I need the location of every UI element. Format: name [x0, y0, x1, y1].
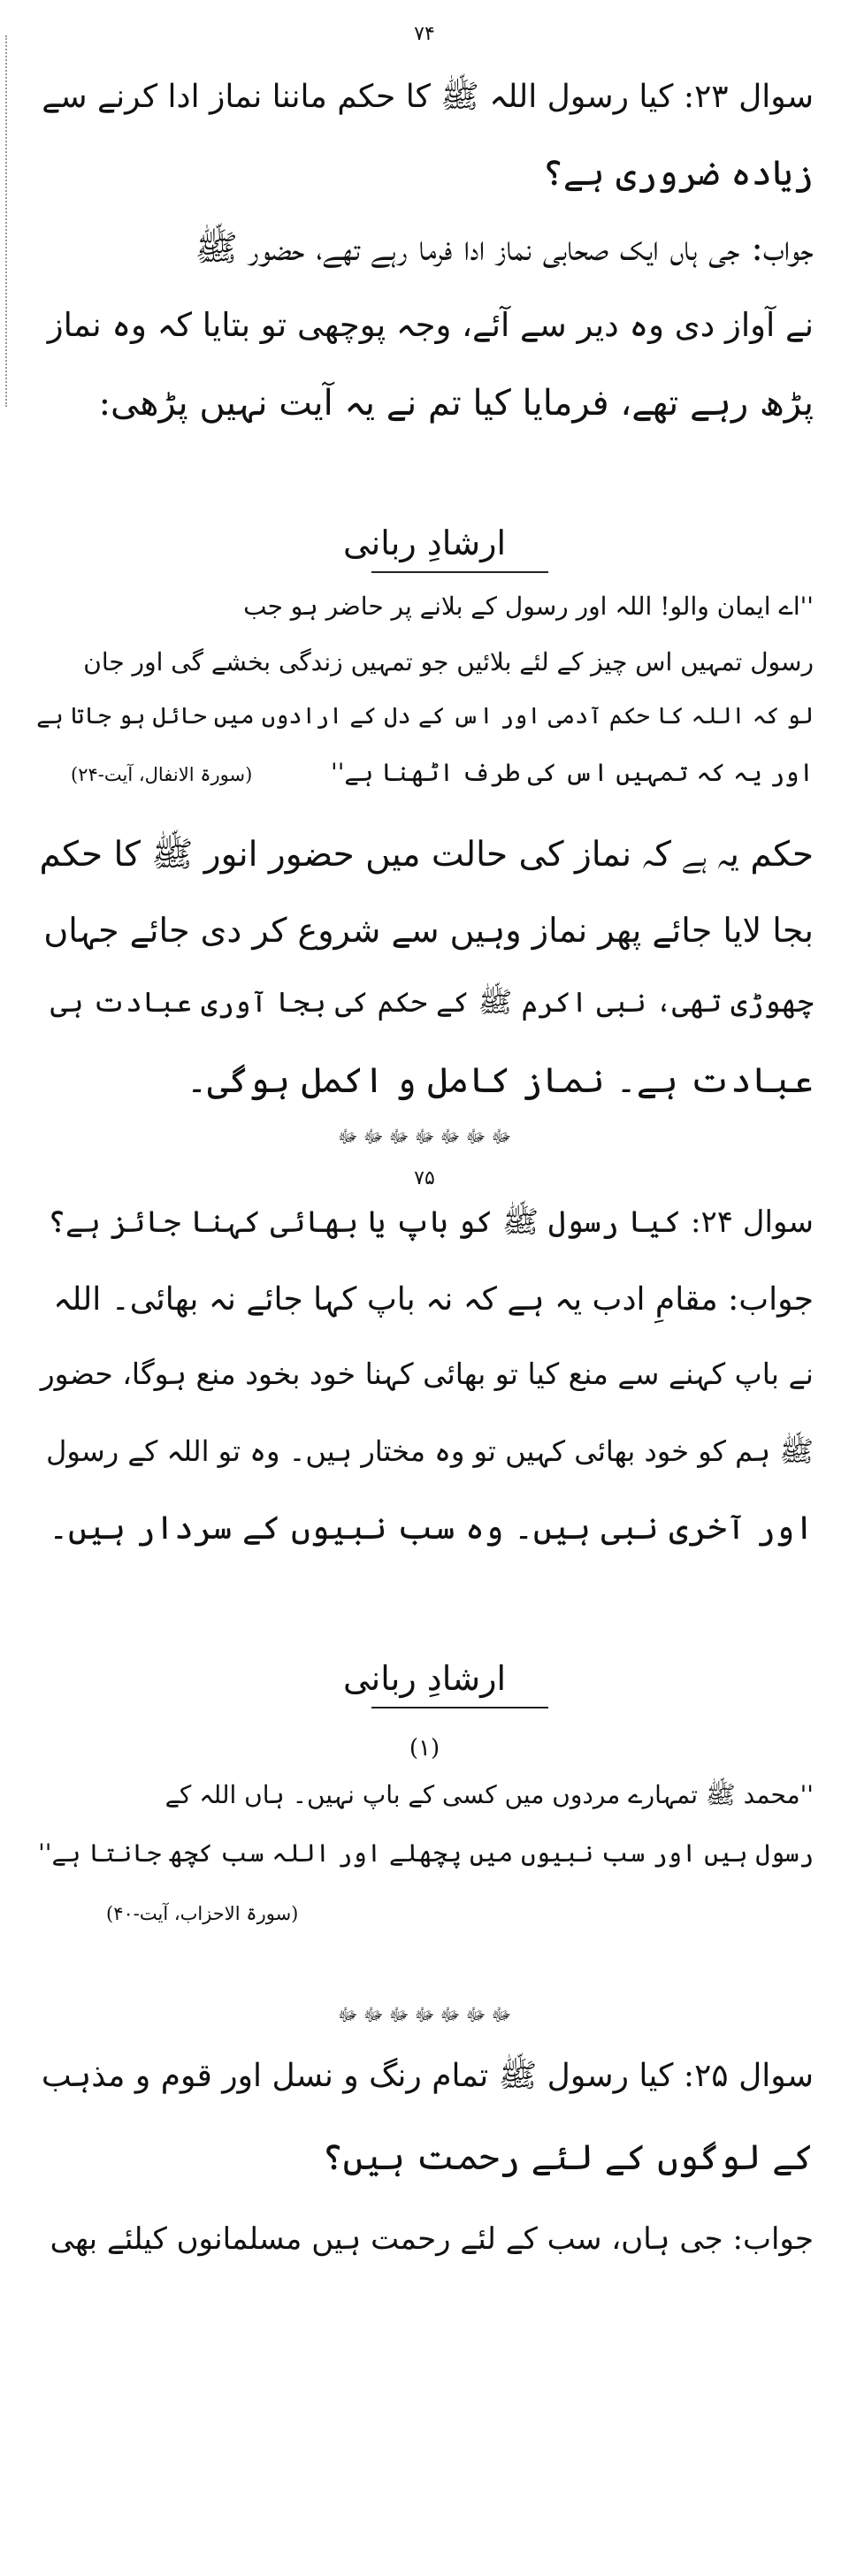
answer-23-line-2: نے آواز دی وہ دیر سے آئے، وجہ پوچھی تو بتایا کہ وہ نماز: [47, 306, 814, 344]
hukm-line-4: عبادت ہے۔ نماز کامل و اکمل ہوگی۔: [186, 1060, 814, 1101]
irshad-heading-2: ارشادِ ربانی: [342, 1659, 507, 1698]
hukm-line-2: بجا لایا جائے پھر نماز وہیں سے شروع کر دی جائے جہاں: [43, 911, 814, 950]
ornament-divider-2: ﷻ ﷻ ﷻ ﷻ ﷻ ﷻ ﷻ: [337, 2004, 512, 2025]
irshad-1-quote-line-3: لو کہ اللہ کا حکم آدمی اور اس کے دل کے ارادوں میں حائل ہو جاتا ہے: [36, 703, 814, 730]
irshad-2-quote-line-1: ''محمد ﷺ تمہارے مردوں میں کسی کے باپ نہیں۔ ہاں اللہ کے: [164, 1780, 814, 1809]
answer-23-line-1: جواب: جی ہاں ایک صحابی نماز ادا فرما رہے تھے، حضور ﷺ: [195, 228, 814, 269]
question-23-line-1: سوال ۲۳: کیا رسول اللہ ﷺ کا حکم ماننا نماز ادا کرنے سے: [42, 79, 814, 115]
irshad-1-quote-line-2: رسول تمہیں اس چیز کے لئے بلائیں جو تمہیں زندگی بخشے گی اور جان: [83, 647, 814, 676]
irshad-heading-1: ارشادِ ربانی: [342, 524, 507, 562]
margin-dotted-rule: [5, 35, 9, 407]
irshad-heading-2-underline: [371, 1707, 548, 1708]
question-25-line-1: سوال ۲۵: کیا رسول ﷺ تمام رنگ و نسل اور قوم و مذہب: [41, 2058, 814, 2094]
page-number-second: ۷۵: [414, 1167, 435, 1189]
answer-25-line-1: جواب: جی ہاں، سب کے لئے رحمت ہیں مسلمانوں کیلئے بھی: [50, 2221, 814, 2257]
question-25-line-2: کے لوگوں کے لئے رحمت ہیں؟: [322, 2137, 814, 2178]
ornament-divider-1: ﷻ ﷻ ﷻ ﷻ ﷻ ﷻ ﷻ: [337, 1126, 512, 1147]
question-24-line-1: سوال ۲۴: کیا رسول ﷺ کو باپ یا بھائی کہنا جائز ہے؟: [48, 1204, 814, 1240]
answer-24-line-1: جواب: مقامِ ادب یہ ہے کہ نہ باپ کہا جائے نہ بھائی۔ اللہ: [53, 1281, 814, 1318]
irshad-2-number: (۱): [409, 1735, 440, 1762]
page-number-top: ۷۴: [414, 23, 435, 45]
answer-23-line-3: پڑھ رہے تھے، فرمایا کیا تم نے یہ آیت نہیں پڑھی:: [98, 383, 814, 424]
irshad-2-quote-line-2: رسول ہیں اور سب نبیوں میں پچھلے اور اللہ سب کچھ جانتا ہے'': [38, 1838, 814, 1868]
answer-24-line-4: اور آخری نبی ہیں۔ وہ سب نبیوں کے سردار ہیں۔: [49, 1509, 814, 1547]
answer-24-line-2: نے باپ کہنے سے منع کیا تو بھائی کہنا خود بخود منع ہوگا، حضور: [40, 1357, 814, 1391]
irshad-1-quote-line-1: ''اے ایمان والو! اللہ اور رسول کے بلانے پر حاضر ہو جب: [243, 592, 814, 621]
hukm-line-1: حکم یہ ہے کہ نماز کی حالت میں حضور انور ﷺ کا حکم: [39, 835, 814, 875]
irshad-1-reference: (سورۃ الانفال، آیت-۲۴): [71, 764, 253, 785]
irshad-heading-1-underline: [371, 571, 548, 573]
hukm-line-3: چھوڑی تھی، نبی اکرم ﷺ کے حکم کی بجا آوری عبادت ہی: [50, 985, 814, 1019]
irshad-2-reference: (سورۃ الاحزاب، آیت-۴۰): [106, 1903, 299, 1924]
irshad-1-quote-line-4: اور یہ کہ تمہیں اس کی طرف اٹھنا ہے'': [331, 758, 814, 787]
question-23-line-2: زیادہ ضروری ہے؟: [542, 153, 814, 194]
answer-24-line-3: ﷺ ہم کو خود بھائی کہیں تو وہ مختار ہیں۔ وہ تو اللہ کے رسول: [46, 1434, 814, 1468]
